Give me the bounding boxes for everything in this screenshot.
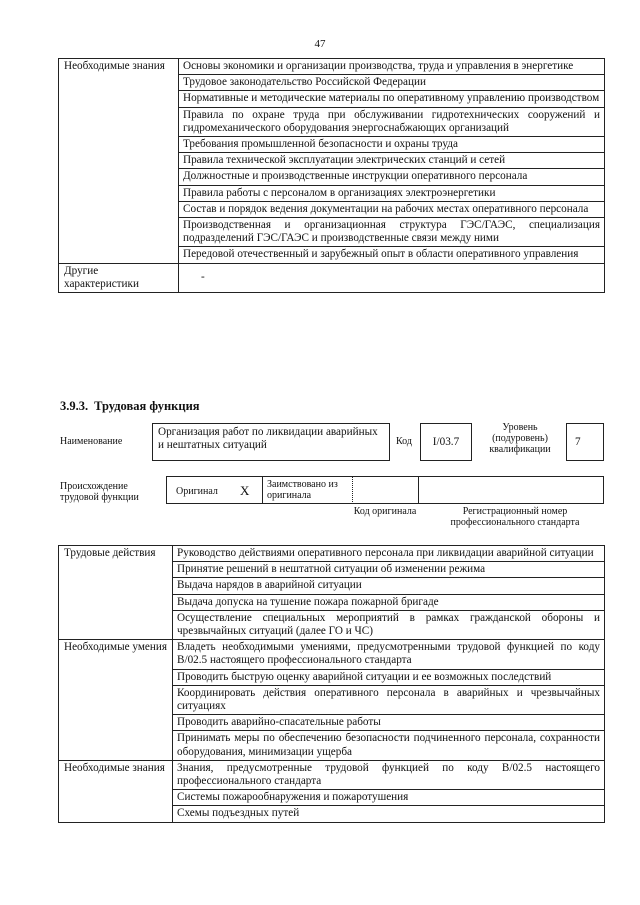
- list-item: Состав и порядок ведения документации на рабочих местах оперативного персонала: [179, 201, 605, 217]
- list-item: Принимать меры по обеспечению безопасности подчиненного персонала, сохранности оборудования, минимизации ущерба: [173, 731, 605, 760]
- row-label: Трудовые действия: [59, 546, 173, 640]
- list-item: Должностные и производственные инструкции оперативного персонала: [179, 169, 605, 185]
- list-item: Правила по охране труда при обслуживании гидротехнических сооружений и гидромеханического оборудования энергоснабжающих организаций: [179, 107, 605, 136]
- list-item: Правила работы с персоналом в организациях электроэнергетики: [179, 185, 605, 201]
- name-label: Наименование: [60, 436, 123, 447]
- section-title: Трудовая функция: [94, 399, 200, 413]
- list-item: Знания, предусмотренные трудовой функцией по коду B/02.5 настоящего профессионального стандарта: [173, 760, 605, 789]
- code-label: Код: [396, 436, 412, 447]
- list-item: Выдача допуска на тушение пожара пожарной бригаде: [173, 594, 605, 610]
- table-row: [59, 59, 605, 75]
- table-row: [59, 546, 605, 562]
- function-table: [58, 545, 605, 823]
- section-heading: [60, 399, 200, 414]
- table-row: [59, 263, 605, 292]
- list-item: Принятие решений в нештатной ситуации об изменении режима: [173, 562, 605, 578]
- table-row: [59, 760, 605, 789]
- level-value: 7: [566, 423, 604, 461]
- original-label: Оригинал: [176, 486, 218, 497]
- divider: [262, 476, 263, 504]
- origin-table: [166, 476, 604, 504]
- row-label: Другие характеристики: [59, 263, 179, 292]
- level-label: Уровень (подуровень) квалификации: [489, 422, 551, 455]
- page-number: 47: [314, 38, 326, 50]
- list-item: Руководство действиями оперативного персонала при ликвидации аварийной ситуации: [173, 546, 605, 562]
- code-value: I/03.7: [420, 423, 472, 461]
- list-item: Трудовое законодательство Российской Федерации: [179, 75, 605, 91]
- list-item: Правила технической эксплуатации электрических станций и сетей: [179, 153, 605, 169]
- list-item: Передовой отечественный и зарубежный опыт в области оперативного управления: [179, 247, 605, 263]
- list-item: Проводить быструю оценку аварийной ситуации и ее возможных последствий: [173, 669, 605, 685]
- borrowed-label: Заимствовано из оригинала: [267, 479, 338, 501]
- divider: [418, 476, 419, 504]
- reg-number-caption: Регистрационный номер профессионального стандарта: [450, 506, 580, 528]
- list-item: Проводить аварийно-спасательные работы: [173, 715, 605, 731]
- list-item: Системы пожарообнаружения и пожаротушения: [173, 790, 605, 806]
- list-item: Требования промышленной безопасности и охраны труда: [179, 137, 605, 153]
- origin-label: Происхождение трудовой функции: [60, 481, 139, 503]
- list-item: Владеть необходимыми умениями, предусмотренными трудовой функцией по коду B/02.5 настоящего профессионального стандарта: [173, 640, 605, 669]
- code-original-caption: Код оригинала: [353, 506, 417, 517]
- divider: [352, 476, 353, 504]
- name-value: Организация работ по ликвидации аварийных и нештатных ситуаций: [152, 423, 390, 461]
- knowledge-table: [58, 58, 605, 293]
- table-row: [59, 640, 605, 669]
- list-item: -: [179, 263, 605, 292]
- section-number: 3.9.3.: [60, 399, 89, 413]
- list-item: Нормативные и методические материалы по оперативному управлению производством: [179, 91, 605, 107]
- list-item: Основы экономики и организации производства, труда и управления в энергетике: [179, 59, 605, 75]
- list-item: Схемы подъездных путей: [173, 806, 605, 822]
- list-item: Координировать действия оперативного персонала в аварийных и чрезвычайных ситуациях: [173, 685, 605, 714]
- row-label: Необходимые умения: [59, 640, 173, 761]
- list-item: Производственная и организационная структура ГЭС/ГАЭС, специализация подразделений ГЭС/ГАЭС и производственные связи между ними: [179, 218, 605, 247]
- list-item: Осуществление специальных мероприятий в рамках гражданской обороны и чрезвычайных ситуаций (далее ГО и ЧС): [173, 610, 605, 639]
- row-label: Необходимые знания: [59, 760, 173, 822]
- list-item: Выдача нарядов в аварийной ситуации: [173, 578, 605, 594]
- original-mark: X: [240, 483, 250, 498]
- row-label: Необходимые знания: [59, 59, 179, 264]
